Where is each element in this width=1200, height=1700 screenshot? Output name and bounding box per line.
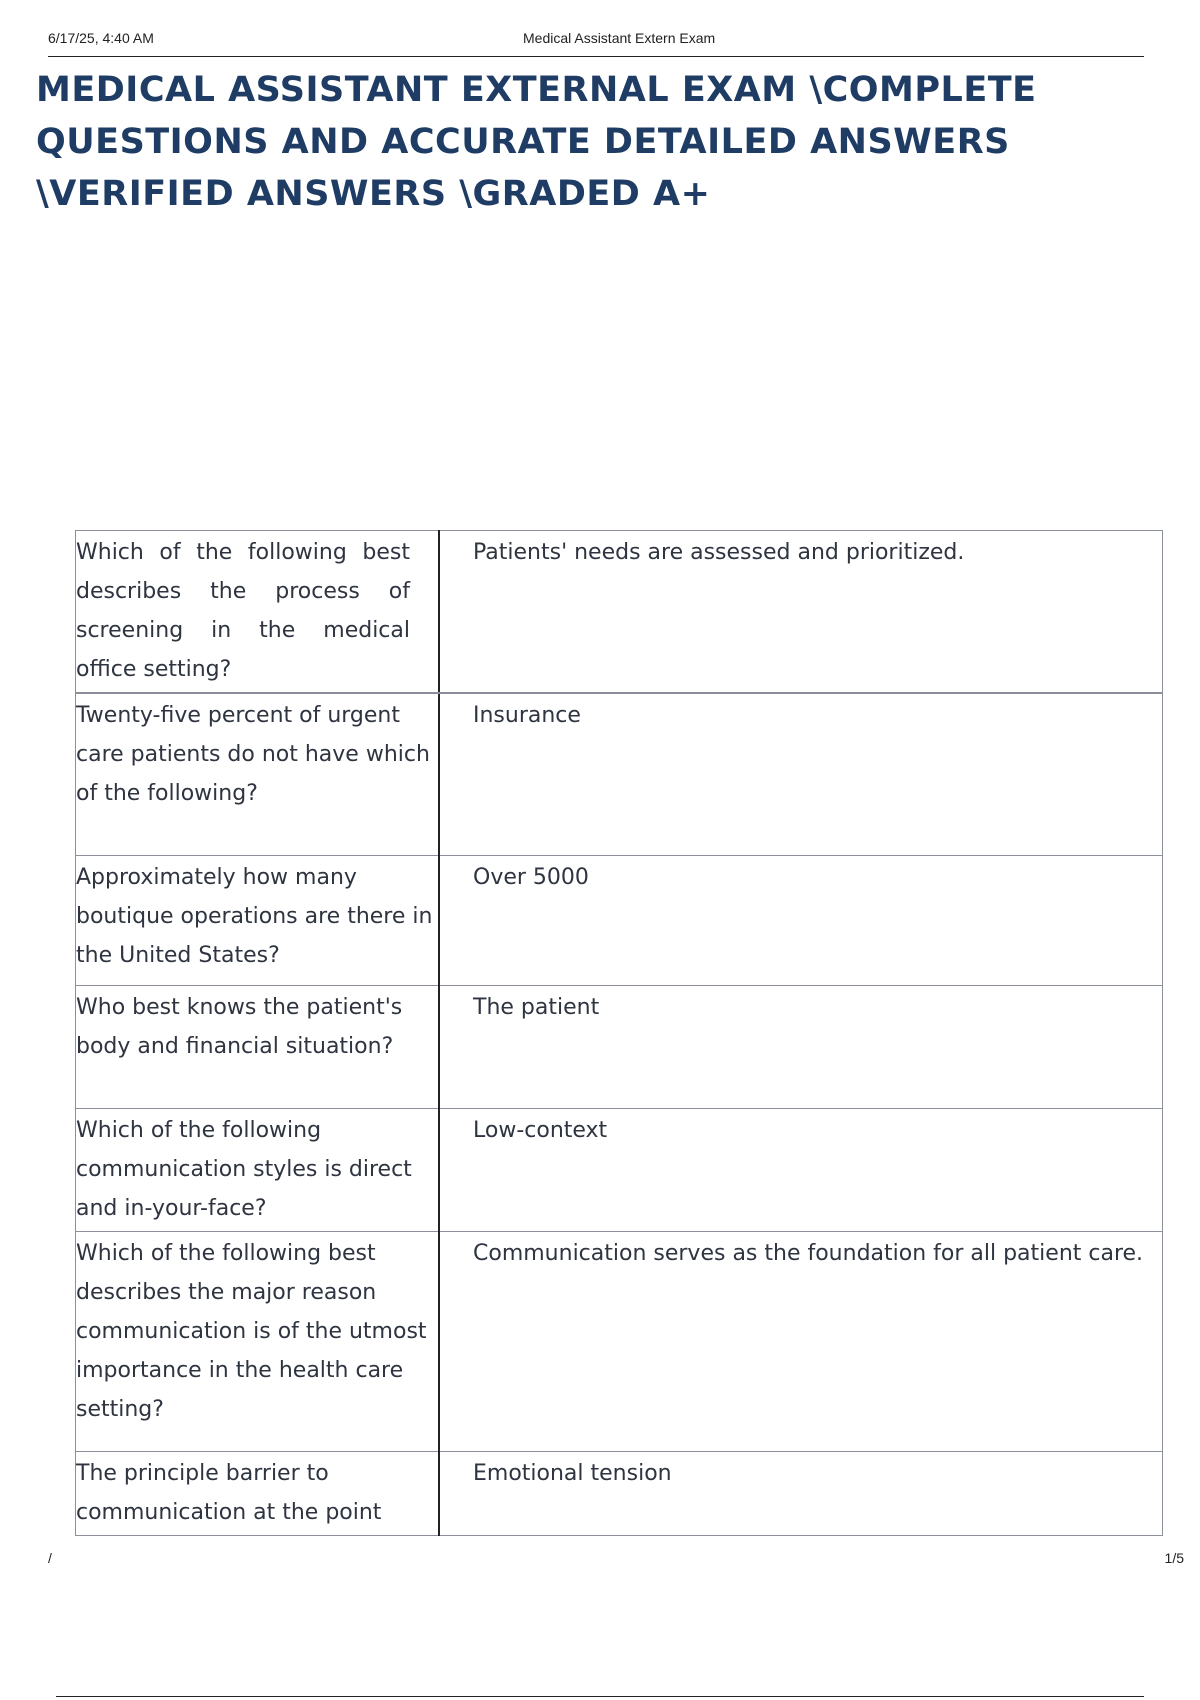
answer-cell <box>439 1452 1163 1536</box>
print-date: 6/17/25, 4:40 AM <box>48 30 154 46</box>
question-cell <box>76 693 440 856</box>
page-title-line: \VERIFIED ANSWERS \GRADED A+ <box>36 174 711 214</box>
page-number: 1/5 <box>1164 1550 1184 1566</box>
answer-text: Low-context <box>473 1118 608 1143</box>
question-text: Twenty-five percent of urgent care patients do not have which of the following? <box>76 702 430 806</box>
qa-table <box>75 530 1163 1536</box>
table-row <box>76 856 1163 986</box>
answer-cell <box>439 531 1163 693</box>
table-row <box>76 1109 1163 1232</box>
answer-text: The patient <box>473 995 600 1020</box>
print-doc-title: Medical Assistant Extern Exam <box>523 30 716 46</box>
footer-mark: / <box>48 1550 52 1566</box>
answer-cell <box>439 1232 1163 1452</box>
table-row <box>76 693 1163 856</box>
question-cell <box>76 1232 440 1452</box>
answer-text: Emotional tension <box>473 1461 672 1486</box>
answer-cell <box>439 856 1163 986</box>
answer-cell <box>439 693 1163 856</box>
table-row <box>76 531 1163 693</box>
question-text: Who best knows the patient's body and financial situation? <box>76 995 403 1059</box>
table-row <box>76 1232 1163 1452</box>
divider <box>56 1696 1144 1697</box>
answer-text: Insurance <box>473 702 581 728</box>
question-cell <box>76 856 440 986</box>
answer-text: Over 5000 <box>473 865 589 890</box>
print-header <box>48 28 1144 57</box>
page-title-line: QUESTIONS AND ACCURATE DETAILED ANSWERS <box>36 122 1010 162</box>
question-text: Approximately how many boutique operations are there in the United States? <box>76 865 433 968</box>
answer-cell <box>439 1109 1163 1232</box>
table-row <box>76 1452 1163 1536</box>
question-text: The principle barrier to communication at the point <box>76 1461 382 1525</box>
question-cell <box>76 1109 440 1232</box>
question-cell <box>76 531 440 693</box>
question-text: Which of the following best describes the major reason communication is of the utmost importance in the health care setting? <box>76 1241 427 1422</box>
answer-text: Patients' needs are assessed and prioritized. <box>473 540 965 565</box>
question-text: Which of the following communication styles is direct and in-your-face? <box>76 1118 412 1221</box>
question-text: Which of the following best describes the process of screening in the medical office setting? <box>76 540 410 682</box>
question-cell <box>76 986 440 1109</box>
page-title-line: MEDICAL ASSISTANT EXTERNAL EXAM \COMPLETE <box>36 70 1037 110</box>
answer-text: Communication serves as the foundation for all patient care. <box>473 1241 1144 1266</box>
answer-cell <box>439 986 1163 1109</box>
table-row <box>76 986 1163 1109</box>
page-title <box>36 64 1146 220</box>
question-cell <box>76 1452 440 1536</box>
